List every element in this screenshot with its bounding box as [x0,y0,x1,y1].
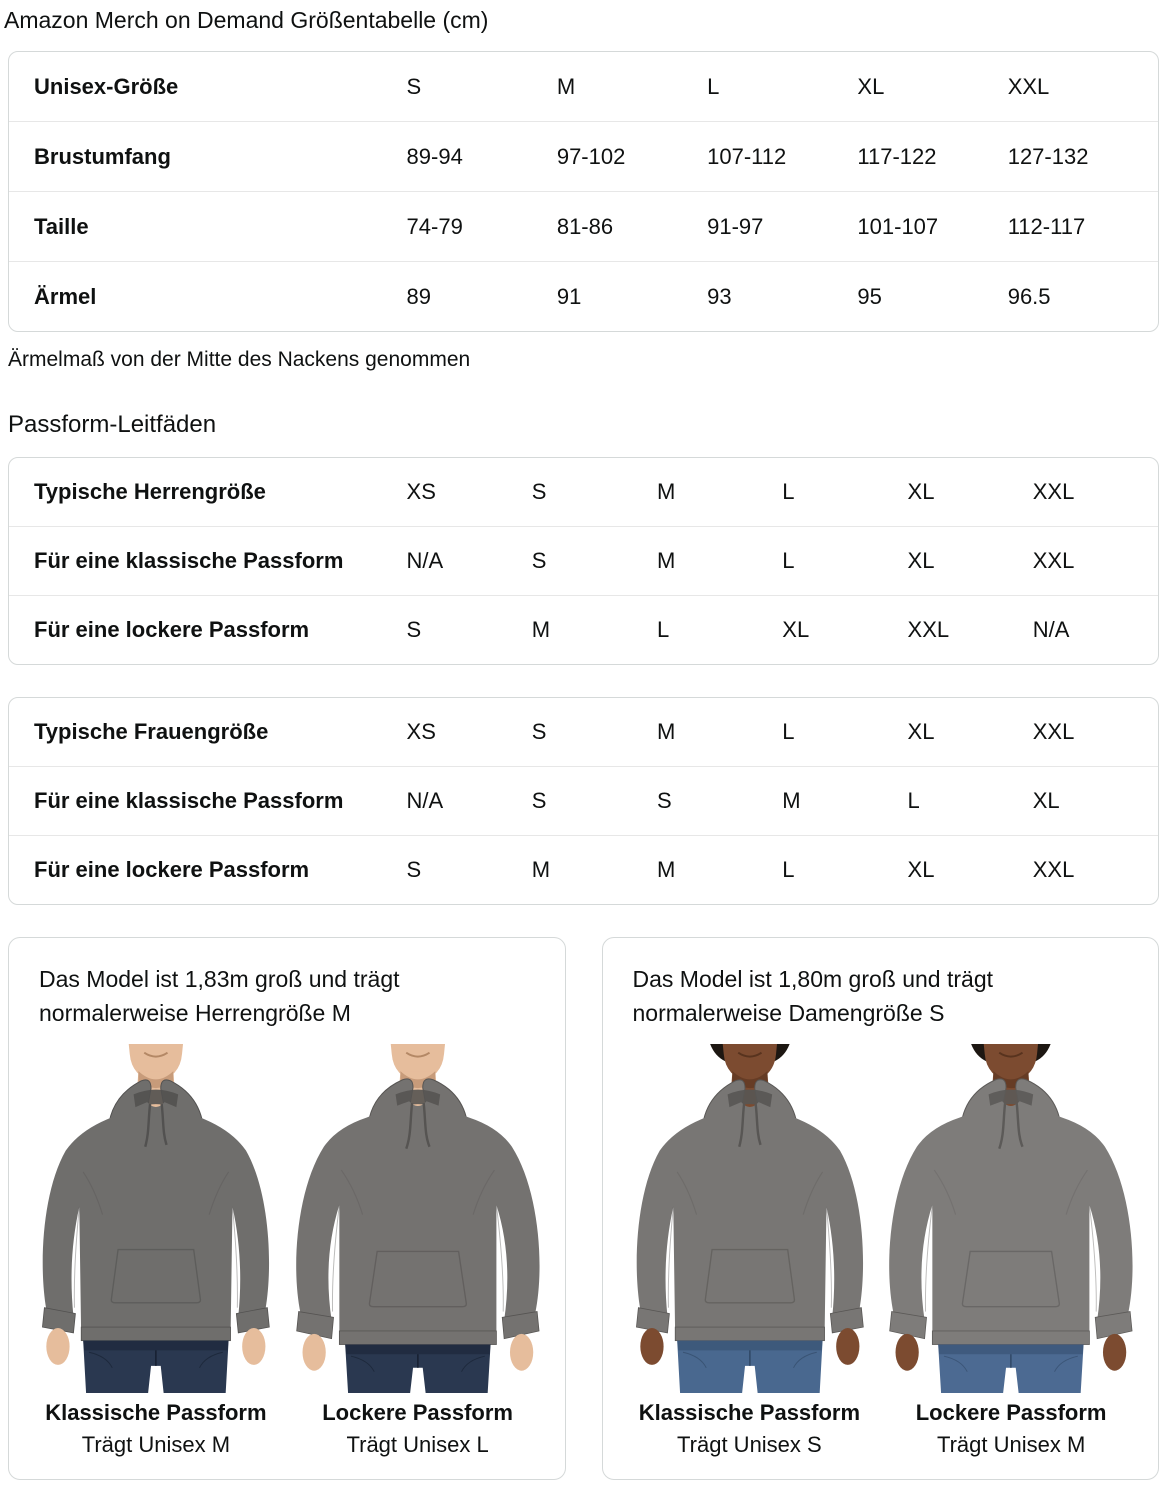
measure-value: 93 [707,283,732,309]
size-value: XS [406,719,436,744]
size-value: XS [406,479,436,504]
measure-value: 101-107 [857,213,939,239]
size-value: M [556,73,576,99]
size-value: S [531,719,547,744]
men-fit-table [8,457,1159,665]
row-label: Taille [34,213,89,239]
size-value: M [531,857,551,882]
size-value: XXL [1032,479,1075,504]
table-row [9,121,1158,191]
size-value: XL [907,548,935,573]
fit-label: Klassische Passform [45,1400,267,1425]
page-title: Amazon Merch on Demand Größentabelle (cm) [4,7,489,33]
row-label: Ärmel [34,283,97,309]
female-model-classic-fit-illustration [619,1038,881,1393]
measure-value: 81-86 [556,213,614,239]
row-label: Unisex-Größe [34,73,179,99]
model-photo-loose [880,1038,1142,1459]
size-value: M [657,548,676,573]
row-label: Typische Herrengröße [34,479,266,504]
measure-value: 117-122 [857,143,937,169]
model-photos [25,1038,549,1459]
table-row [9,261,1158,331]
size-value: XXL [1032,719,1075,744]
measure-value: 89 [406,283,432,309]
unisex-size-table [8,51,1159,332]
size-value: XL [907,479,935,504]
size-value: XXL [1007,73,1050,99]
model-photo-classic [619,1038,881,1459]
size-value: S [406,73,422,99]
size-value: M [782,788,801,813]
measure-value: 112-117 [1007,213,1086,239]
size-value: XL [857,73,885,99]
size-value: S [406,617,422,642]
photo-caption [287,1399,549,1459]
size-value: N/A [1032,617,1070,642]
model-photo-classic [25,1038,287,1459]
size-value: S [531,548,547,573]
female-model-loose-fit-illustration [880,1038,1142,1393]
size-value: M [531,617,551,642]
measure-value: 91-97 [707,213,764,239]
table-row [9,191,1158,261]
wears-label: Trägt Unisex S [677,1432,822,1457]
male-model-loose-fit-illustration [287,1038,549,1393]
women-fit-table [8,697,1159,905]
size-value: S [406,857,422,882]
wears-label: Trägt Unisex M [936,1432,1086,1457]
male-model-classic-fit-illustration [25,1038,287,1393]
measure-value: 127-132 [1007,143,1089,169]
measure-value: 91 [556,283,582,309]
size-value: XXL [1032,548,1075,573]
size-value: L [782,548,795,573]
model-card-women [602,937,1160,1480]
size-value: XL [782,617,810,642]
wears-label: Trägt Unisex L [346,1432,489,1457]
size-value: XXL [1032,857,1075,882]
photo-caption [880,1399,1142,1459]
size-value: S [657,788,672,813]
table-row [9,698,1158,766]
fit-guides-heading: Passform-Leitfäden [8,411,217,438]
model-photos [619,1038,1143,1459]
table-row [9,526,1158,595]
row-label: Typische Frauengröße [34,719,269,744]
size-value: S [531,788,547,813]
model-card-men [8,937,566,1480]
size-value: L [782,479,795,504]
size-value: XXL [907,617,950,642]
size-value: M [657,857,676,882]
size-value: L [782,719,795,744]
measure-value: 89-94 [406,143,463,169]
size-value: L [907,788,920,813]
fit-label: Lockere Passform [915,1400,1107,1425]
measure-value: 107-112 [707,143,787,169]
table-row [9,835,1158,904]
size-value: XL [1032,788,1060,813]
size-value: L [707,73,720,99]
size-value: L [657,617,670,642]
row-label: Für eine lockere Passform [34,617,310,642]
photo-caption [619,1399,881,1459]
row-label: Für eine klassische Passform [34,788,344,813]
model-photo-loose [287,1038,549,1459]
sleeve-measure-note: Ärmelmaß von der Mitte des Nackens genommen [8,348,471,371]
measure-value: 95 [857,283,882,309]
size-value: M [657,719,676,744]
model-cards [8,937,1159,1480]
fit-label: Lockere Passform [322,1400,513,1425]
photo-caption [25,1399,287,1459]
size-value: N/A [406,788,444,813]
model-description: Das Model ist 1,83m groß und trägt normalerweise Herrengröße M [39,966,400,1026]
model-description: Das Model ist 1,80m groß und trägt normalerweise Damengröße S [632,966,993,1026]
wears-label: Trägt Unisex M [81,1432,231,1457]
size-value: L [782,857,795,882]
measure-value: 97-102 [556,143,626,169]
row-label: Für eine lockere Passform [34,857,310,882]
fit-label: Klassische Passform [638,1400,861,1425]
table-row [9,52,1158,121]
measure-value: 96.5 [1007,283,1051,309]
size-value: N/A [406,548,444,573]
size-value: M [657,479,676,504]
measure-value: 74-79 [406,213,463,239]
row-label: Brustumfang [34,143,171,169]
size-value: XL [907,857,935,882]
table-row [9,458,1158,526]
size-value: S [531,479,547,504]
table-row [9,766,1158,835]
row-label: Für eine klassische Passform [34,548,344,573]
size-value: XL [907,719,935,744]
table-row [9,595,1158,664]
